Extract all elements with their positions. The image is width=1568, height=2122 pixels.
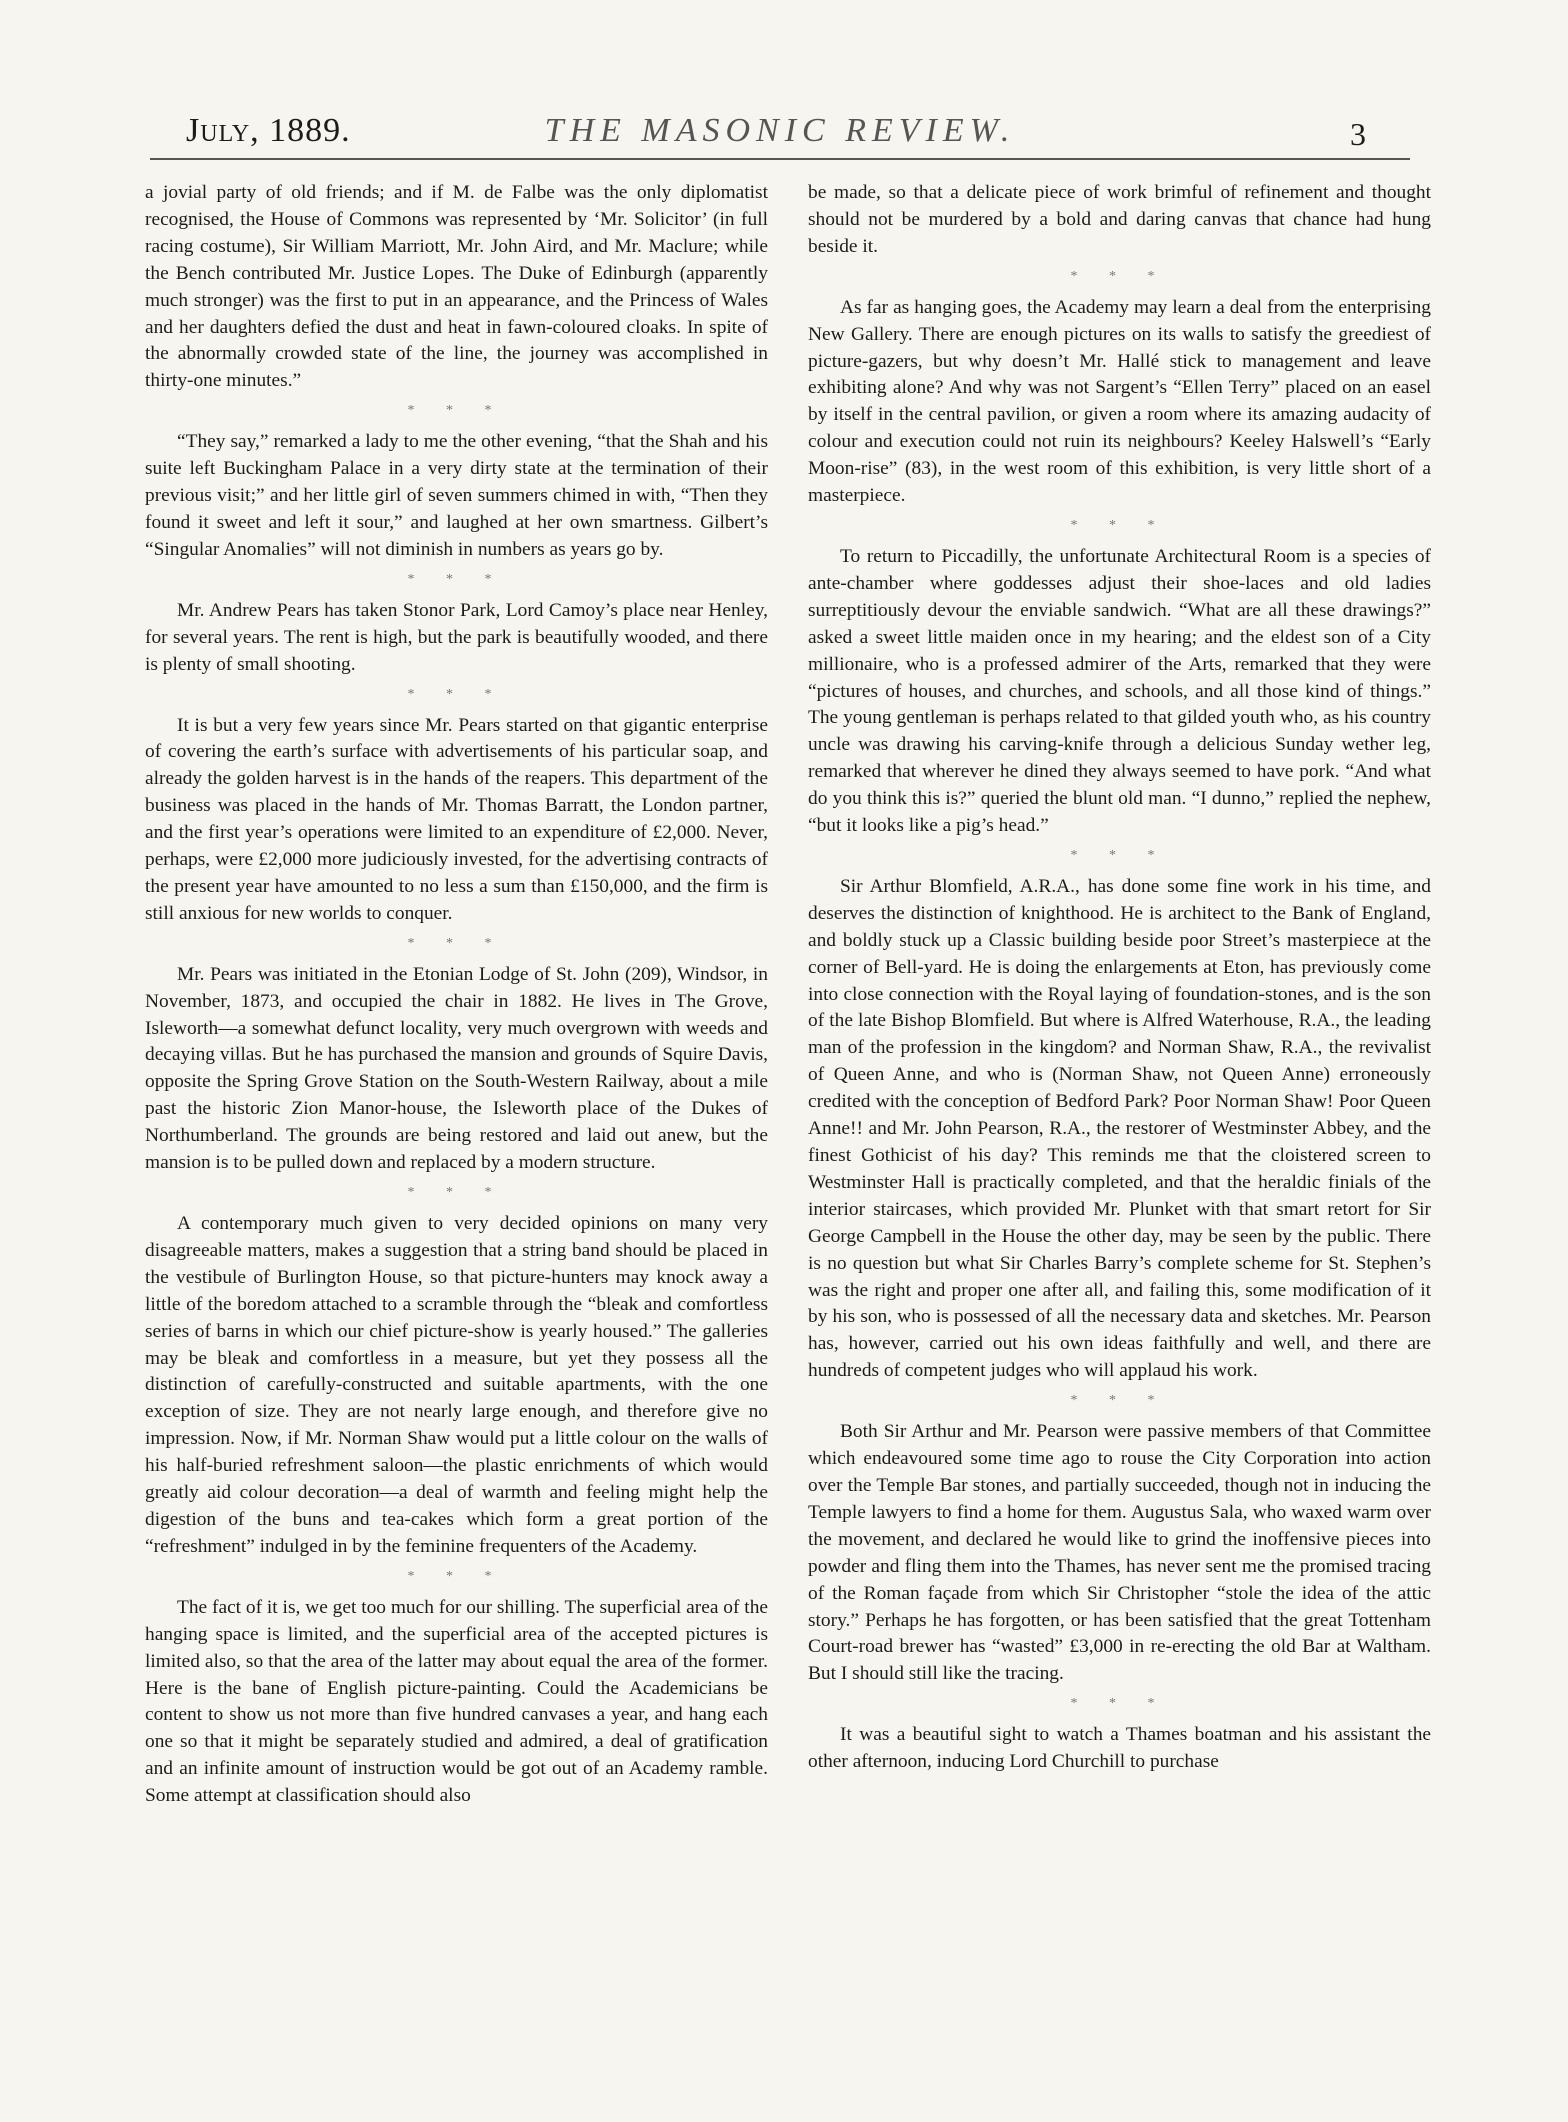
section-separator: * * * [1070, 847, 1169, 863]
section-separator: * * * [407, 935, 506, 951]
paragraph: To return to Piccadilly, the unfortunate Architectural Room is a species of ante-chamber where goddesses adjust their shoe-laces and old ladies surreptitiously devour the enviable sandwich. “What are all these drawings?” asked a sweet little maiden once in my hearing; and the eldest son of a City millionaire, who is a professed admirer of the Arts, remarked that they were “pictures of houses, and churches, and schools, and all those kind of things.” The young gentleman is perhaps related to that gilded youth who, as his country uncle was drawing his carving-knife through a delicious Sunday wether leg, remarked that wherever he dined they always seemed to have pork. “And what do you think this is?” queried the blunt old man. “I dunno,” replied the nephew, “but it looks like a pig’s head.” [808, 545, 1431, 837]
paragraph: Sir Arthur Blomfield, A.R.A., has done some fine work in his time, and deserves the distinction of knighthood. He is architect to the Bank of England, and boldly stuck up a Classic building beside poor Street’s masterpiece at the corner of Bell-yard. He is doing the enlargements at Eton, has previously come into close connection with the Royal laying of foundation-stones, and is the son of the late Bishop Blomfield. But where is Alfred Waterhouse, R.A., the leading man of the profession in the kingdom? and Norman Shaw, R.A., the revivalist of Queen Anne, and who is (Norman Shaw, not Queen Anne) erroneously credited with the conception of Bedford Park? Poor Norman Shaw! Poor Queen Anne!! and Mr. John Pearson, R.A., the restorer of Westminster Abbey, and the finest Gothicist of his day? This reminds me that the cloistered screen to Westminster Hall is practically completed, and that the heraldic finials of the interior staircases, which provided Mr. Plunket with that smart retort for Sir George Campbell in the House the other day, may be seen by the public. There is no question but what Sir Charles Barry’s complete scheme for St. Stephen’s was the right and proper one after all, and failing this, some modification of it by his son, who is possessed of all the necessary data and sketches. Mr. Pearson has, however, carried out his own ideas faithfully and well, and there are hundreds of competent judges who will applaud his work. [808, 875, 1431, 1382]
paragraph: A contemporary much given to very decided opinions on many very disagreeable matters, makes a suggestion that a string band should be placed in the vestibule of Burlington House, so that picture-hunters may knock away a little of the boredom attached to a scramble through the “bleak and comfortless series of barns in which our chief picture-show is yearly housed.” The galleries may be bleak and comfortless in a measure, but yet they possess all the distinction of carefully-constructed and suitable apartments, with the one exception of size. They are not nearly large enough, and therefore give no impression. Now, if Mr. Norman Shaw would put a little colour on the walls of his half-buried refreshment saloon—the plastic enrichments of which would greatly aid colour decoration—a deal of warmth and feeling might help the digestion of the buns and tea-cakes which form a great portion of the “refreshment” indulged in by the feminine frequenters of the Academy. [145, 1213, 768, 1557]
paragraph: be made, so that a delicate piece of work brimful of refinement and thought should not be murdered by a bold and daring canvas that chance had hung beside it. [808, 182, 1431, 257]
paragraph: The fact of it is, we get too much for our shilling. The superficial area of the hanging space is limited, and the superficial area of the accepted pictures is limited also, so that the area of the latter may about equal the area of the former. Here is the bane of English picture-painting. Could the Academicians be content to show us not more than five hundred canvases a year, and hang each one so that it might be separately studied and admired, a deal of gratification and an infinite amount of instruction would be got out of an Academy ramble. Some attempt at classification should also [145, 1596, 768, 1807]
section-separator: * * * [407, 1568, 506, 1584]
page-header [150, 108, 1410, 168]
issue-date: July, 1889. [186, 112, 351, 149]
paragraph: “They say,” remarked a lady to me the other evening, “that the Shah and his suite left Buckingham Palace in a very dirty state at the termination of their previous visit;” and her little girl of seven summers chimed in with, “Then they found it sweet and left it sour,” and laughed at her own smartness. Gilbert’s “Singular Anomalies” will not diminish in numbers as years go by. [145, 431, 768, 560]
paragraph: a jovial party of old friends; and if M. de Falbe was the only diplomatist recognised, the House of Commons was represented by ‘Mr. Solicitor’ (in full racing costume), Sir William Marriott, Mr. John Aird, and Mr. Maclure; while the Bench contributed Mr. Justice Lopes. The Duke of Edinburgh (apparently much stronger) was the first to put in an appearance, and the Princess of Wales and her daughters defied the dust and heat in fawn-coloured cloaks. In spite of the abnormally crowded state of the line, the journey was accomplished in thirty-one minutes.” [145, 182, 768, 392]
section-separator: * * * [1070, 1393, 1169, 1409]
section-separator: * * * [1070, 1696, 1169, 1712]
section-separator: * * * [407, 1185, 506, 1200]
header-rule [150, 158, 1410, 160]
paragraph: Mr. Andrew Pears has taken Stonor Park, Lord Camoy’s place near Henley, for several years. The rent is high, but the park is beautifully wooded, and there is plenty of small shooting. [145, 599, 768, 675]
paragraph: As far as hanging goes, the Academy may learn a deal from the enterprising New Gallery. There are enough pictures on its walls to satisfy the greediest of picture-gazers, but why doesn’t Mr. Hallé stick to management and leave exhibiting alone? And why was not Sargent’s “Ellen Terry” placed on an easel by itself in the central pavilion, or given a room where its amazing audacity of colour and execution could not ruin its neighbours? Keeley Halswell’s “Early Moon-rise” (83), in the west room of this exhibition, is very little short of a masterpiece. [808, 296, 1431, 507]
right-column [808, 180, 1431, 2090]
left-column [145, 180, 768, 2090]
section-separator: * * * [407, 571, 506, 587]
paragraph: Both Sir Arthur and Mr. Pearson were passive members of that Committee which endeavoured some time ago to rouse the City Corporation into action over the Temple Bar stones, and partially succeeded, though not in inducing the Temple lawyers to find a home for them. Augustus Sala, who waxed warm over the movement, and declared he would like to grind the inoffensive pieces into powder and fling them into the Thames, has never sent me the promised tracing of the Roman façade from which Sir Christopher “stole the idea of the attic story.” Perhaps he has forgotten, or has been satisfied that the great Tottenham Court-road brewer has “wasted” £3,000 in re-erecting the old Bar at Waltham. But I should still like the tracing. [808, 1421, 1431, 1685]
paragraph: It was a beautiful sight to watch a Thames boatman and his assistant the other afternoon, inducing Lord Churchill to purchase [808, 1724, 1431, 1773]
paragraph: Mr. Pears was initiated in the Etonian Lodge of St. John (209), Windsor, in November, 1873, and occupied the chair in 1882. He lives in The Grove, Isleworth—a somewhat defunct locality, very much overgrown with weeds and decaying villas. But he has purchased the mansion and grounds of Squire Davis, opposite the Spring Grove Station on the South-Western Railway, about a mile past the historic Zion Manor-house, the Isleworth place of the Dukes of Northumberland. The grounds are being restored and laid out anew, but the mansion is to be pulled down and replaced by a modern structure. [145, 963, 768, 1174]
paragraph: It is but a very few years since Mr. Pears started on that gigantic enterprise of covering the earth’s surface with advertisements of his particular soap, and already the golden harvest is in the hands of the reapers. This department of the business was placed in the hands of Mr. Thomas Barratt, the London partner, and the first year’s operations were limited to an expenditure of £2,000. Never, perhaps, were £2,000 more judiciously invested, for the advertising contracts of the present year have amounted to no less a sum than £150,000, and the firm is still anxious for new worlds to conquer. [145, 714, 768, 924]
section-separator: * * * [407, 403, 506, 419]
section-separator: * * * [407, 686, 506, 702]
section-separator: * * * [1070, 268, 1169, 284]
section-separator: * * * [1070, 517, 1169, 533]
page-number: 3 [1350, 116, 1366, 152]
publication-title: THE MASONIC REVIEW. [544, 112, 1016, 149]
